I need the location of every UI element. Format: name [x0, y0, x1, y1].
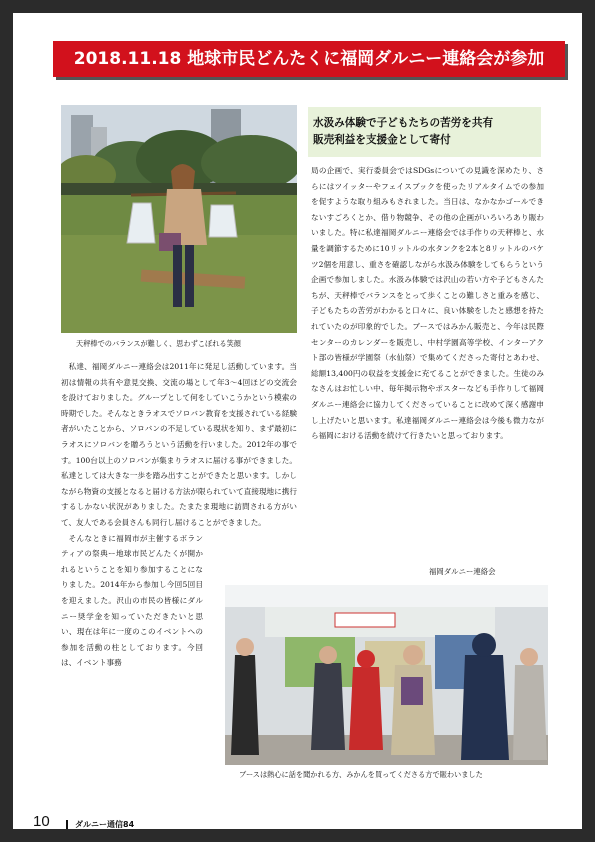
- section-subheading: [308, 107, 541, 157]
- title-banner: [53, 41, 565, 77]
- signature: 福岡ダルニー連絡会: [429, 567, 496, 576]
- footer-divider: [66, 820, 68, 829]
- photo-caption: 天秤棒でのバランスが難しく、思わずこぼれる笑顔: [76, 339, 241, 348]
- right-article-column: [311, 163, 544, 444]
- photo-water-carrying: [61, 105, 297, 333]
- subheading-line: 水汲み体験で子どもたちの苦労を共有: [313, 117, 494, 129]
- page-title: 2018.11.18 地球市民どんたくに福岡ダルニー連絡会が参加: [73, 49, 545, 69]
- publication-title: ダルニー通信84: [75, 820, 135, 829]
- article-paragraph: そんなときに福岡市が主催するボランティアの祭典ー地球市民どんたくが開かれるということを知り参加することになりました。2014年から参加し今回5回目を迎えました。沢山の市民の皆様にダルニー奨学金を知っていただきたいと思い、現在は年に一度のこのイベントへの参加を活動の柱としております。今回は、イベント事務: [61, 533, 203, 668]
- article-paragraph: 局の企画で、実行委員会ではSDGsについての見識を深めたり、さらにはツイッターやフェイスブックを使ったリアルタイムでの参加を促すような取り組みもされました。当日は、なかなかゴールできないすごろくとか、借り物競争、その他の企画がいろいろあり賑わいました。特に私達福岡ダルニー連絡会では手作りの天秤棒と、水量を調節するために10リットルの水タンクを2本と8リットルのバケツ2個を用意し、重さを確認しながら水汲み体験をしてもらうという企画で参加しました。水汲み体験では沢山の若い方や子どもさんたちが、天秤棒でバランスをとって歩くことの難しさと重みを感じ、子どもたちの苦労がわかると口々に、良い体験をしたと感想を持たれていたのが印象的でした。ブースではみかん販売と、今年は民際センターのカレンダーを販売し、中村学園高等学校、インターアクト部の皆様が学園祭（水仙祭）で集めてくださった寄付とあわせ、総額13,400円の収益を支援金に充てることができました。生徒のみなさんはお忙しい中、毎年掲示物やポスターなども手作りして福岡ダルニー連絡会に協力してくださっていることに改めて深く感謝申し上げたいと思います。私達福岡ダルニー連絡会は今後も微力ながら福岡における活動を続けて行きたいと思っております。: [311, 166, 544, 441]
- page: [13, 13, 582, 829]
- photo-caption: ブースは熱心に話を聞かれる方、みかんを買ってくださる方で賑わいました: [239, 770, 483, 779]
- article-paragraph: 私達、福岡ダルニー連絡会は2011年に発足し活動しています。当初は情報の共有や意見交換、交流の場として年3～4回ほどの交流会を設けておりました。グループとして何をしていこうかという模索の時期でした。そんなときラオスでソロバン教育を支援されている経験者がいたことから、ソロバンの不足している現状を知り、まず最初にラオスにソロバンを贈ろうという活動を行いました。2012年の事です。100台以上のソロバンが集まりラオスに届ける事ができました。私達としては大きな一歩を踏み出すことができたと思います。しかしながら物資の支援となると届ける方法が限られていて直接現地に携行するしかない状況がありました。たまたま現地に訪問される方がいて、友人である会員さんも同行し届けることができました。: [61, 362, 297, 527]
- page-number: 10: [33, 813, 50, 829]
- photo-booth: [225, 585, 548, 765]
- subheading-line: 販売利益を支援金として寄付: [313, 134, 451, 146]
